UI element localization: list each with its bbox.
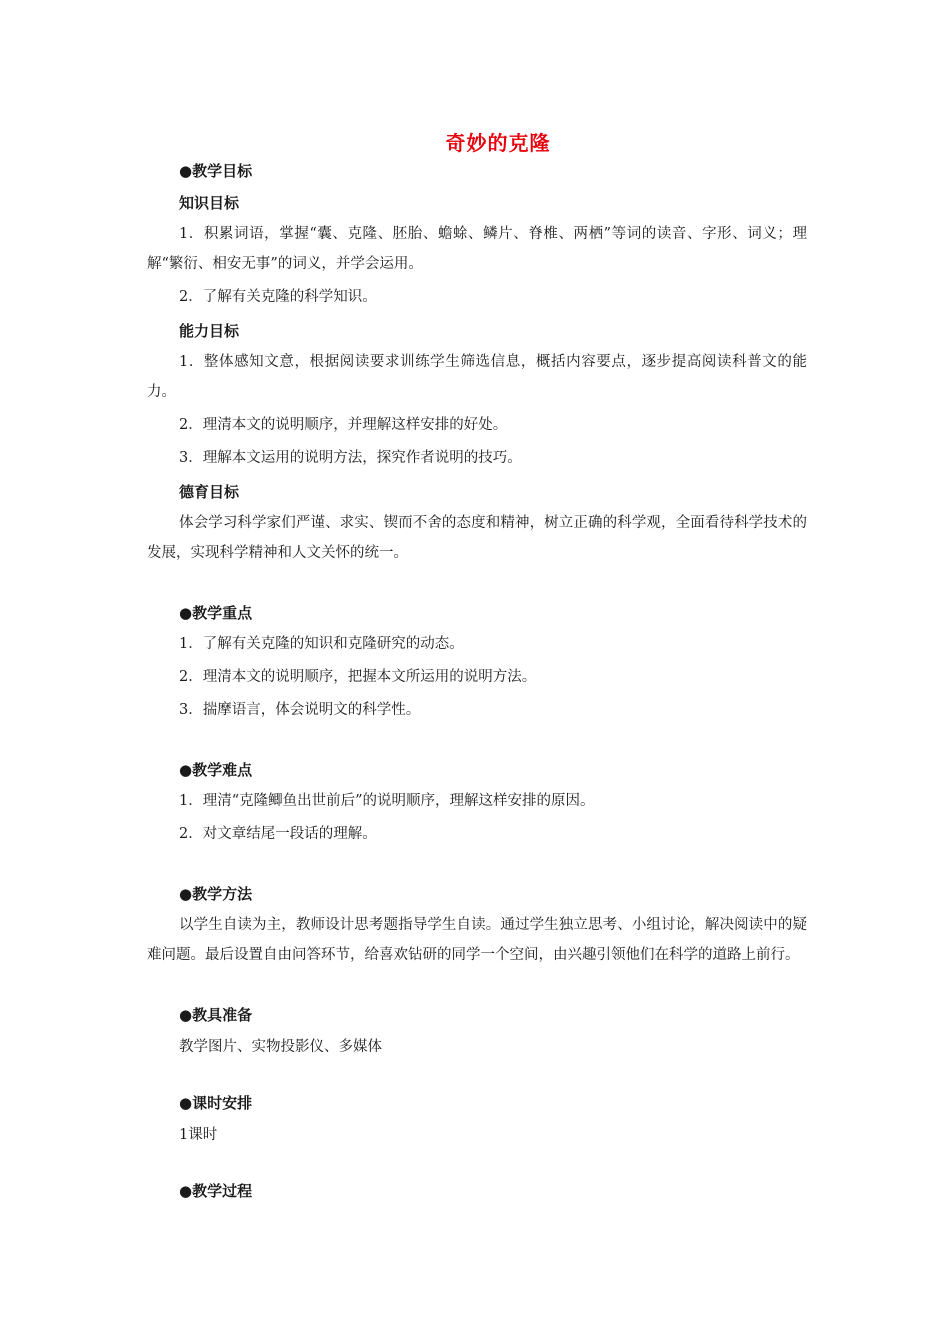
moral-goal-paragraph: 体会学习科学家们严谨、求实、锲而不舍的态度和精神，树立正确的科学观，全面看待科学技术的发展，实现科学精神和人文关怀的统一。 bbox=[147, 515, 807, 561]
section-heading-goals: ●教学目标 bbox=[179, 162, 253, 180]
method-paragraph: 以学生自读为主，教师设计思考题指导学生自读。通过学生独立思考、小组讨论，解决阅读中的疑难问题。最后设置自由问答环节，给喜欢钻研的同学一个空间，由兴趣引领他们在科学的道路上前行。 bbox=[147, 917, 807, 963]
tools-text: 教学图片、实物投影仪、多媒体 bbox=[179, 1039, 382, 1055]
section-heading-tools: ●教具准备 bbox=[179, 1006, 253, 1024]
list-item: 1．整体感知文意，根据阅读要求训练学生筛选信息，概括内容要点，逐步提高阅读科普文的能力。 bbox=[147, 354, 807, 400]
subheading-knowledge: 知识目标 bbox=[179, 194, 240, 212]
list-item: 2．对文章结尾一段话的理解。 bbox=[179, 826, 377, 842]
subheading-ability: 能力目标 bbox=[179, 322, 240, 340]
document-title: 奇妙的克隆 bbox=[445, 131, 551, 155]
list-item: 1．积累词语，掌握“囊、克隆、胚胎、蟾蜍、鳞片、脊椎、两栖”等词的读音、字形、词义；理解“繁衍、相安无事”的词义，并学会运用。 bbox=[147, 226, 807, 272]
list-item: 1．理清“克隆鲫鱼出世前后”的说明顺序，理解这样安排的原因。 bbox=[179, 793, 595, 809]
list-item: 1．了解有关克隆的知识和克隆研究的动态。 bbox=[179, 636, 464, 652]
section-heading-schedule: ●课时安排 bbox=[179, 1094, 253, 1112]
section-heading-method: ●教学方法 bbox=[179, 885, 253, 903]
list-item: 2．理清本文的说明顺序，把握本文所运用的说明方法。 bbox=[179, 669, 537, 685]
section-heading-process: ●教学过程 bbox=[179, 1182, 253, 1200]
document-body bbox=[147, 156, 807, 1207]
subheading-moral: 德育目标 bbox=[179, 483, 240, 501]
schedule-text: 1课时 bbox=[179, 1127, 218, 1143]
section-heading-key-points: ●教学重点 bbox=[179, 604, 253, 622]
section-heading-difficulties: ●教学难点 bbox=[179, 761, 253, 779]
list-item: 3．揣摩语言，体会说明文的科学性。 bbox=[179, 702, 421, 718]
list-item: 2．理清本文的说明顺序，并理解这样安排的好处。 bbox=[179, 417, 508, 433]
list-item: 2．了解有关克隆的科学知识。 bbox=[179, 289, 377, 305]
list-item: 3．理解本文运用的说明方法，探究作者说明的技巧。 bbox=[179, 450, 522, 466]
